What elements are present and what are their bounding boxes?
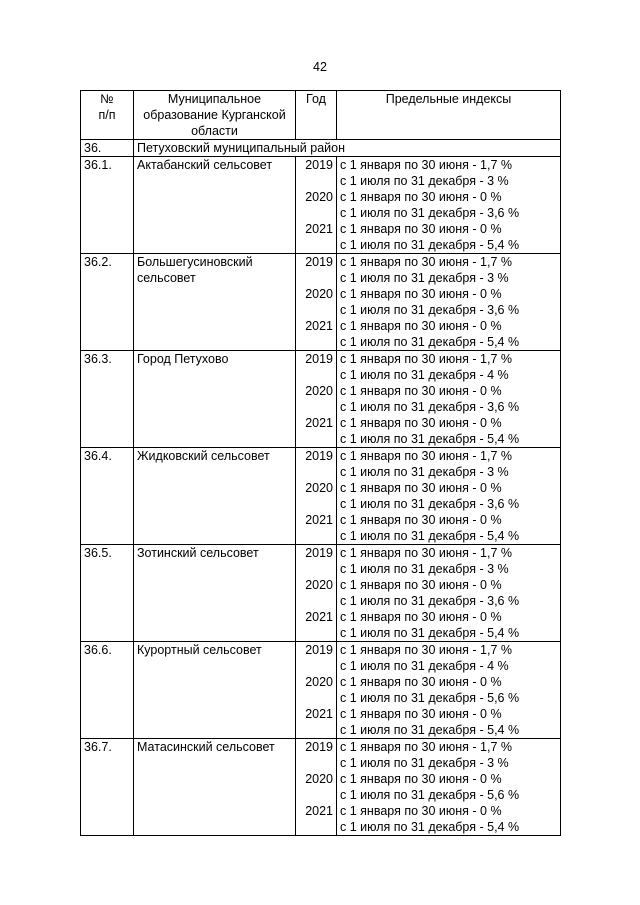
index-line: с 1 января по 30 июня - 0 %: [340, 384, 502, 398]
row-number: 36.2.: [81, 254, 134, 351]
indices-cell: [337, 351, 561, 448]
indices-cell: [337, 448, 561, 545]
index-line: с 1 июля по 31 декабря - 5,4 %: [340, 723, 520, 737]
year-value: 2020: [305, 772, 333, 786]
year-value: 2020: [305, 287, 333, 301]
indices-cell: [337, 545, 561, 642]
index-line: с 1 января по 30 июня - 0 %: [340, 610, 502, 624]
index-line: с 1 января по 30 июня - 0 %: [340, 319, 502, 333]
index-line: с 1 июля по 31 декабря - 3 %: [340, 465, 509, 479]
index-line: с 1 июля по 31 декабря - 5,4 %: [340, 626, 520, 640]
year-value: 2019: [305, 643, 333, 657]
year-cell: [296, 642, 337, 739]
index-line: с 1 января по 30 июня - 1,7 %: [340, 643, 512, 657]
year-cell: [296, 157, 337, 254]
index-line: с 1 июля по 31 декабря - 5,6 %: [340, 691, 520, 705]
index-line: с 1 июля по 31 декабря - 3 %: [340, 174, 509, 188]
index-line: с 1 июля по 31 декабря - 3 %: [340, 756, 509, 770]
index-line: с 1 января по 30 июня - 0 %: [340, 222, 502, 236]
indices-cell: [337, 642, 561, 739]
year-value: 2020: [305, 384, 333, 398]
index-line: с 1 января по 30 июня - 0 %: [340, 675, 502, 689]
index-line: с 1 июля по 31 декабря - 3,6 %: [340, 303, 520, 317]
row-number: 36.5.: [81, 545, 134, 642]
index-line: с 1 января по 30 июня - 1,7 %: [340, 255, 512, 269]
year-value: 2021: [305, 513, 333, 527]
year-value: 2020: [305, 481, 333, 495]
index-line: с 1 января по 30 июня - 0 %: [340, 190, 502, 204]
year-value: 2021: [305, 416, 333, 430]
municipality-name: Жидковский сельсовет: [134, 448, 296, 545]
district-num: 36.: [81, 140, 134, 157]
row-number: 36.3.: [81, 351, 134, 448]
municipality-name: Город Петухово: [134, 351, 296, 448]
index-line: с 1 июля по 31 декабря - 5,4 %: [340, 432, 520, 446]
index-line: с 1 января по 30 июня - 0 %: [340, 287, 502, 301]
index-line: с 1 июля по 31 декабря - 5,4 %: [340, 820, 520, 834]
year-value: 2019: [305, 740, 333, 754]
year-value: 2021: [305, 319, 333, 333]
index-line: с 1 января по 30 июня - 1,7 %: [340, 740, 512, 754]
municipality-name: Матасинский сельсовет: [134, 739, 296, 836]
index-line: с 1 января по 30 июня - 0 %: [340, 416, 502, 430]
district-row: [81, 140, 561, 157]
index-line: с 1 января по 30 июня - 0 %: [340, 804, 502, 818]
index-line: с 1 января по 30 июня - 1,7 %: [340, 352, 512, 366]
index-line: с 1 июля по 31 декабря - 4 %: [340, 659, 509, 673]
year-value: 2021: [305, 222, 333, 236]
index-line: с 1 июля по 31 декабря - 3,6 %: [340, 594, 520, 608]
index-line: с 1 января по 30 июня - 0 %: [340, 707, 502, 721]
index-line: с 1 января по 30 июня - 0 %: [340, 481, 502, 495]
header-indices: Предельные индексы: [337, 91, 561, 140]
index-line: с 1 июля по 31 декабря - 3 %: [340, 562, 509, 576]
year-value: 2019: [305, 352, 333, 366]
municipality-name: Актабанский сельсовет: [134, 157, 296, 254]
table-row: [81, 351, 561, 448]
table-row: [81, 739, 561, 836]
year-value: 2019: [305, 158, 333, 172]
table-header-row: [81, 91, 561, 140]
header-num: № п/п: [81, 91, 134, 140]
row-number: 36.4.: [81, 448, 134, 545]
page-number: 42: [313, 60, 327, 74]
year-value: 2021: [305, 707, 333, 721]
index-line: с 1 января по 30 июня - 0 %: [340, 578, 502, 592]
indices-cell: [337, 254, 561, 351]
table-row: [81, 157, 561, 254]
table-row: [81, 448, 561, 545]
year-value: 2019: [305, 255, 333, 269]
header-year: Год: [296, 91, 337, 140]
header-municipality: Муниципальное образование Курганской области: [134, 91, 296, 140]
indices-cell: [337, 739, 561, 836]
index-line: с 1 января по 30 июня - 1,7 %: [340, 449, 512, 463]
district-name: Петуховский муниципальный район: [134, 140, 561, 157]
year-value: 2020: [305, 578, 333, 592]
year-value: 2020: [305, 675, 333, 689]
year-cell: [296, 545, 337, 642]
index-line: с 1 июля по 31 декабря - 3,6 %: [340, 497, 520, 511]
year-cell: [296, 254, 337, 351]
year-value: 2021: [305, 610, 333, 624]
index-line: с 1 июля по 31 декабря - 3 %: [340, 271, 509, 285]
table-row: [81, 254, 561, 351]
row-number: 36.7.: [81, 739, 134, 836]
year-cell: [296, 739, 337, 836]
index-line: с 1 января по 30 июня - 1,7 %: [340, 158, 512, 172]
index-line: с 1 июля по 31 декабря - 3,6 %: [340, 400, 520, 414]
year-value: 2021: [305, 804, 333, 818]
year-value: 2020: [305, 190, 333, 204]
tariff-index-table: [80, 90, 561, 836]
index-line: с 1 июля по 31 декабря - 5,4 %: [340, 335, 520, 349]
index-line: с 1 июля по 31 декабря - 5,4 %: [340, 529, 520, 543]
year-cell: [296, 351, 337, 448]
year-cell: [296, 448, 337, 545]
index-line: с 1 июля по 31 декабря - 4 %: [340, 368, 509, 382]
index-line: с 1 июля по 31 декабря - 5,6 %: [340, 788, 520, 802]
index-line: с 1 июля по 31 декабря - 5,4 %: [340, 238, 520, 252]
year-value: 2019: [305, 546, 333, 560]
table-row: [81, 545, 561, 642]
row-number: 36.6.: [81, 642, 134, 739]
table-row: [81, 642, 561, 739]
index-line: с 1 января по 30 июня - 0 %: [340, 772, 502, 786]
year-value: 2019: [305, 449, 333, 463]
index-line: с 1 января по 30 июня - 0 %: [340, 513, 502, 527]
municipality-name: Большегусиновский сельсовет: [134, 254, 296, 351]
index-line: с 1 января по 30 июня - 1,7 %: [340, 546, 512, 560]
municipality-name: Зотинский сельсовет: [134, 545, 296, 642]
row-number: 36.1.: [81, 157, 134, 254]
municipality-name: Курортный сельсовет: [134, 642, 296, 739]
index-line: с 1 июля по 31 декабря - 3,6 %: [340, 206, 520, 220]
indices-cell: [337, 157, 561, 254]
